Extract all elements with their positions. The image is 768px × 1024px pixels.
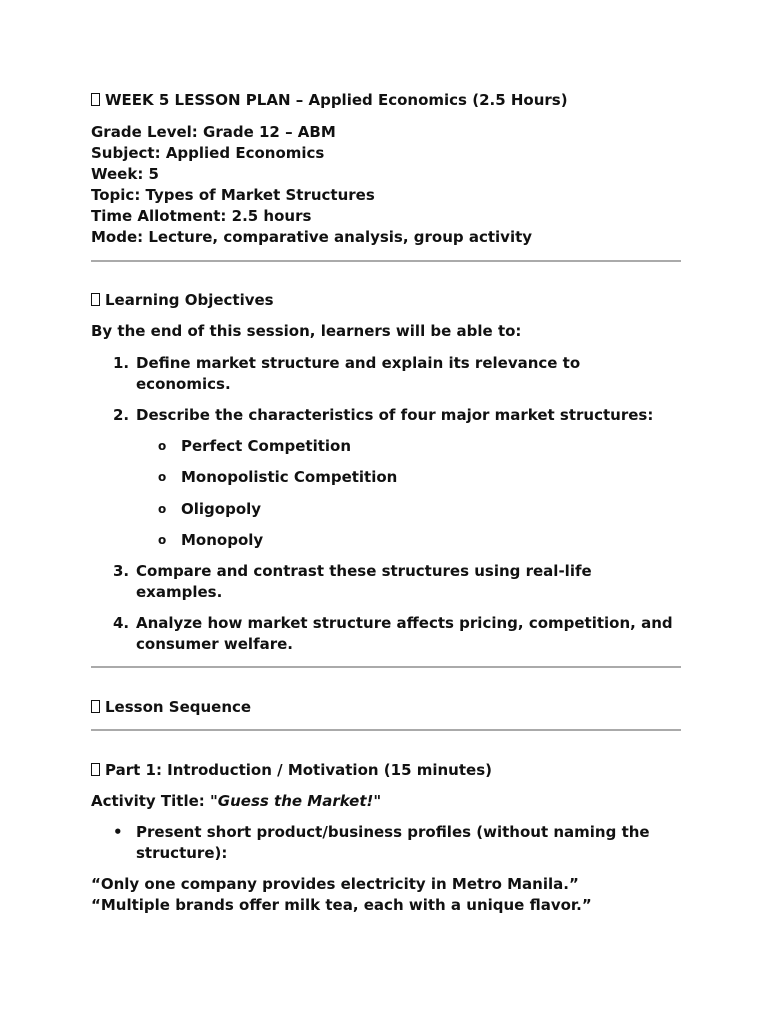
circle-bullet-icon: o bbox=[158, 502, 167, 516]
circle-bullet-icon: o bbox=[158, 533, 167, 547]
lesson-plan-title: WEEK 5 LESSON PLAN – Applied Economics (2.5 Hours) bbox=[91, 90, 681, 111]
circle-bullet-icon: o bbox=[158, 439, 167, 453]
market-structure-item: o Perfect Competition bbox=[158, 437, 352, 455]
meta-grade-level: Grade Level: Grade 12 – ABM bbox=[91, 123, 336, 141]
activity-bullet-item: • Present short product/business profiles (without naming the structure): bbox=[113, 823, 650, 862]
missing-glyph-icon bbox=[91, 763, 100, 776]
market-structure-item: o Monopoly bbox=[158, 531, 264, 549]
meta-mode: Mode: Lecture, comparative analysis, group activity bbox=[91, 228, 533, 246]
part1-heading: Part 1: Introduction / Motivation (15 minutes) bbox=[91, 760, 681, 781]
meta-topic: Topic: Types of Market Structures bbox=[91, 186, 375, 204]
market-structure-item: o Oligopoly bbox=[158, 500, 262, 518]
missing-glyph-icon bbox=[91, 93, 100, 106]
activity-title: Activity Title: "Guess the Market!" bbox=[91, 792, 382, 810]
market-structure-item: o Monopolistic Competition bbox=[158, 468, 398, 486]
objective-item-2: 2. Describe the characteristics of four major market structures: bbox=[113, 406, 654, 424]
meta-subject: Subject: Applied Economics bbox=[91, 144, 325, 162]
meta-week: Week: 5 bbox=[91, 165, 159, 183]
document-content bbox=[91, 90, 681, 916]
quote-milk-tea: “Multiple brands offer milk tea, each with a unique flavor.” bbox=[91, 896, 592, 914]
missing-glyph-icon bbox=[91, 700, 100, 713]
objective-item-4: 4. Analyze how market structure affects pricing, competition, and consumer welfare. bbox=[113, 614, 673, 653]
bullet-icon: • bbox=[113, 823, 123, 841]
objective-item-1: 1. Define market structure and explain its relevance to economics. bbox=[113, 354, 581, 393]
lesson-meta bbox=[91, 122, 681, 248]
objectives-heading: Learning Objectives bbox=[91, 290, 681, 311]
objectives-intro: By the end of this session, learners will be able to: bbox=[91, 322, 522, 340]
circle-bullet-icon: o bbox=[158, 470, 167, 484]
objective-item-3: 3. Compare and contrast these structures using real-life examples. bbox=[113, 562, 592, 601]
missing-glyph-icon bbox=[91, 293, 100, 306]
quote-electricity: “Only one company provides electricity in Metro Manila.” bbox=[91, 875, 579, 893]
lesson-sequence-heading: Lesson Sequence bbox=[91, 697, 681, 718]
meta-time-allotment: Time Allotment: 2.5 hours bbox=[91, 207, 312, 225]
